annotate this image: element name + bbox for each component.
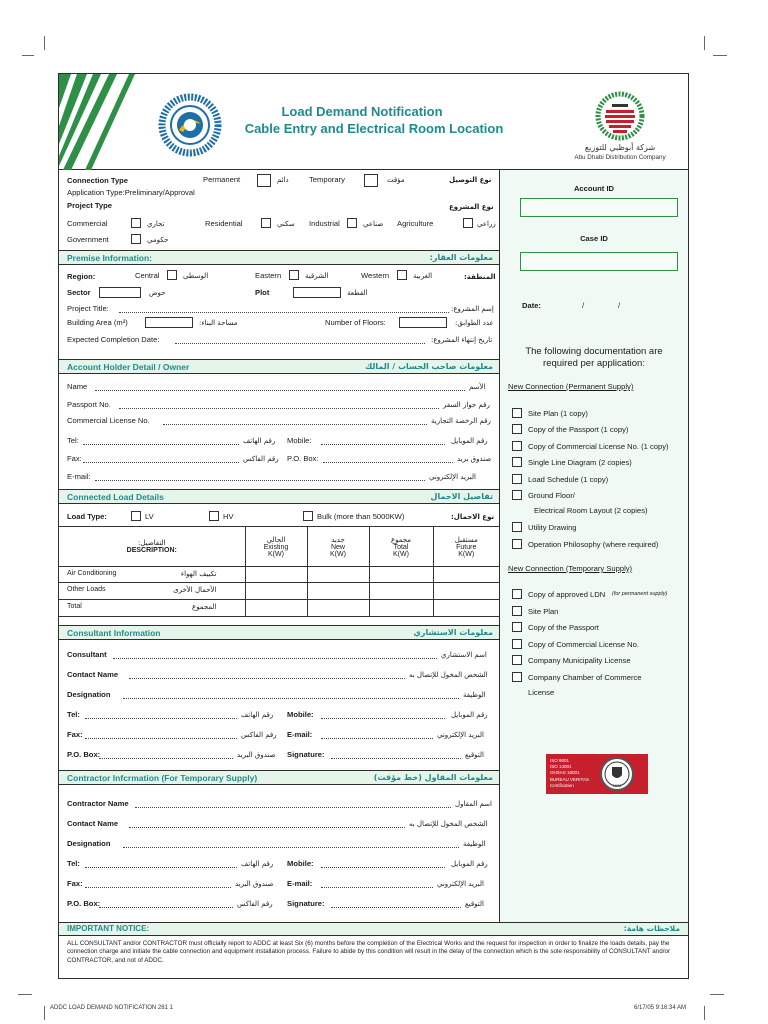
tel-label: Tel: <box>67 436 79 445</box>
contractor-name-label-ar: اسم المقاول <box>455 800 492 808</box>
consultant-contact-field[interactable] <box>129 678 405 679</box>
contractor-signature-label: Signature: <box>287 899 325 908</box>
government-label-ar: حكومي <box>147 236 169 244</box>
temporary-checkbox[interactable] <box>364 174 378 187</box>
doc-checkbox[interactable] <box>512 655 522 665</box>
government-label: Government <box>67 235 109 244</box>
contractor-fax-field[interactable] <box>85 887 231 888</box>
doc-checkbox[interactable] <box>512 441 522 451</box>
certification-badge <box>546 754 648 794</box>
project-type-label: Project Type <box>67 201 113 210</box>
cert-text-iso9001: ISO 9001 <box>550 758 570 763</box>
consultant-fax-label-ar: رقم الفاكس <box>241 731 277 739</box>
total-header <box>369 527 433 567</box>
industrial-label: Industrial <box>309 219 340 228</box>
pobox-label: P.O. Box: <box>287 454 319 463</box>
contractor-signature-field[interactable] <box>331 907 461 908</box>
western-checkbox[interactable] <box>397 270 407 280</box>
eastern-label-ar: الشرقية <box>305 272 329 280</box>
permanent-label: Permanent <box>203 175 241 184</box>
table-cell[interactable] <box>245 583 307 600</box>
crop-mark <box>704 36 705 50</box>
cert-text-ohsas: OHSAS 18001 <box>550 770 580 775</box>
row-label <box>59 600 245 617</box>
notice-heading-ar: ملاحظات هامة: <box>623 924 680 933</box>
bulk-label: Bulk (more than 5000KW) <box>317 512 405 521</box>
emblem-icon <box>155 90 225 160</box>
name-label-ar: الأسم <box>469 383 486 391</box>
project-title-label: Project Title: <box>67 304 109 313</box>
contractor-tel-field[interactable] <box>85 867 237 868</box>
table-cell[interactable] <box>307 600 369 617</box>
government-checkbox[interactable] <box>131 234 141 244</box>
contractor-pobox-label-ar: رقم الفاكس <box>237 900 273 908</box>
doc-item-label: Copy of the Passport <box>528 623 599 632</box>
crop-mark <box>44 36 45 50</box>
case-id-label: Case ID <box>580 234 608 243</box>
table-cell[interactable] <box>369 567 433 583</box>
row-label <box>59 583 245 600</box>
documentation-heading-line2: required per application: <box>543 358 645 369</box>
footer-left: ADDC LOAD DEMAND NOTIFICATION 281 1 <box>50 1005 173 1011</box>
row-label-en: Air Conditioning <box>67 570 117 577</box>
plot-label: Plot <box>255 288 270 297</box>
emblem-logo <box>155 90 225 160</box>
doc-checkbox[interactable] <box>512 457 522 467</box>
contractor-contact-field[interactable] <box>129 827 405 828</box>
commercial-label: Commercial <box>67 219 108 228</box>
fax-label-ar: رقم الفاكس <box>243 455 279 463</box>
doc-checkbox[interactable] <box>512 424 522 434</box>
crop-mark <box>704 1006 705 1020</box>
total-header-en: Total <box>393 543 409 551</box>
completion-date-label: Expected Completion Date: <box>67 335 160 344</box>
ldn-note: (for permanent supply) <box>612 591 668 597</box>
doc-checkbox[interactable] <box>512 522 522 532</box>
form-title: Load Demand Notification <box>281 104 443 119</box>
bulk-checkbox[interactable] <box>303 511 313 521</box>
plot-field[interactable] <box>293 287 341 298</box>
contractor-heading: Contractor Infcrmation (For Temporary Supply) <box>67 773 258 783</box>
contractor-mobile-field[interactable] <box>321 867 445 868</box>
doc-item-label: Electrical Room Layout (2 copies) <box>534 506 648 515</box>
hv-label: HV <box>223 512 234 521</box>
passport-field[interactable] <box>119 408 439 409</box>
form-subtitle: Cable Entry and Electrical Room Location <box>244 121 504 136</box>
lv-checkbox[interactable] <box>131 511 141 521</box>
contractor-designation-field[interactable] <box>123 847 459 848</box>
premise-heading-ar: معلومات العقار: <box>429 253 493 262</box>
contractor-designation-label-ar: الوظيفة <box>463 840 486 848</box>
consultant-contact-label-ar: الشخص المخول للإتصال به <box>409 671 488 679</box>
consultant-pobox-label-ar: صندوق البريد <box>237 751 276 759</box>
consultant-tel-label-ar: رقم الهاتف <box>241 711 274 719</box>
commercial-checkbox[interactable] <box>131 218 141 228</box>
project-title-label-ar: إسم المشروع: <box>451 305 494 313</box>
contractor-section-header <box>59 770 499 785</box>
consultant-mobile-field[interactable] <box>321 718 445 719</box>
lv-label: LV <box>145 512 154 521</box>
date-label: Date: <box>522 301 541 310</box>
contractor-name-field[interactable] <box>135 807 451 808</box>
email-label-ar: البريد الإلكتروني <box>429 473 476 481</box>
industrial-checkbox[interactable] <box>347 218 357 228</box>
consultant-heading-ar: معلومات الاستشاري <box>413 628 493 637</box>
sector-label-ar: حوض <box>149 289 166 297</box>
pobox-field[interactable] <box>323 462 453 463</box>
doc-item-label: Ground Floor/ <box>528 491 575 500</box>
central-checkbox[interactable] <box>167 270 177 280</box>
temporary-label-ar: مؤقت <box>387 176 405 184</box>
load-heading: Connected Load Details <box>67 492 164 502</box>
consultant-designation-field[interactable] <box>123 698 459 699</box>
doc-checkbox[interactable] <box>512 672 522 682</box>
email-label: E-mail: <box>67 472 91 481</box>
company-name-ar: شركة أبوظبي للتوزيع <box>584 143 656 152</box>
description-header <box>59 527 245 567</box>
western-label: Western <box>361 271 390 280</box>
passport-label-ar: رقم جواز السفر <box>443 401 490 409</box>
table-cell[interactable] <box>433 567 499 583</box>
connection-type-label: Connection Type <box>67 176 129 185</box>
sector-label: Sector <box>67 288 91 297</box>
doc-checkbox[interactable] <box>512 639 522 649</box>
email-field[interactable] <box>95 480 425 481</box>
building-area-field[interactable] <box>145 317 193 328</box>
hv-checkbox[interactable] <box>209 511 219 521</box>
existing-header <box>245 527 307 567</box>
consultant-signature-label-ar: التوقيع <box>465 751 484 759</box>
company-name-en: Abu Dhabi Distribution Company <box>574 154 666 161</box>
agriculture-checkbox[interactable] <box>463 218 473 228</box>
permanent-checkbox[interactable] <box>257 174 271 187</box>
doc-item-label: Site Plan <box>528 607 559 616</box>
crop-mark <box>713 55 727 56</box>
form-page <box>58 73 689 979</box>
commercial-label-ar: تجاري <box>147 220 165 228</box>
contractor-mobile-label-ar: رقم الموبايل <box>451 860 488 868</box>
load-heading-ar: تفاصيل الاحمال <box>430 492 493 501</box>
addc-logo <box>565 88 675 168</box>
doc-item-label: Company Chamber of Commerce <box>528 673 642 682</box>
contractor-name-label: Contractor Name <box>67 799 129 808</box>
table-row <box>59 567 499 583</box>
consultant-email-field[interactable] <box>321 738 433 739</box>
contractor-tel-label-ar: رقم الهاتف <box>241 860 274 868</box>
table-cell[interactable] <box>433 583 499 600</box>
doc-item-label: Load Schedule (1 copy) <box>528 475 609 484</box>
consultant-mobile-label: Mobile: <box>287 710 314 719</box>
central-label-ar: الوسطى <box>183 272 209 280</box>
row-label-en: Total <box>67 603 82 610</box>
consultant-pobox-label: P.O. Box: <box>67 750 101 759</box>
account-heading-ar: معلومات صاحب الحساب / المالك <box>364 362 493 371</box>
agriculture-label: Agriculture <box>397 219 434 228</box>
doc-item-label: Copy of Commercial License No. (1 copy) <box>528 442 669 451</box>
tel-label-ar: رقم الهاتف <box>243 437 276 445</box>
temporary-label: Temporary <box>309 175 345 184</box>
contractor-fax-label: Fax: <box>67 879 83 888</box>
agriculture-label-ar: زراعي <box>477 220 496 228</box>
right-column <box>500 170 688 922</box>
residential-label: Residential <box>205 219 243 228</box>
tel-field[interactable] <box>83 444 239 445</box>
new-header-en: New <box>330 543 345 551</box>
consultant-signature-label: Signature: <box>287 750 325 759</box>
total-header-unit: K(W) <box>393 550 409 558</box>
contractor-pobox-field[interactable] <box>99 907 233 908</box>
consultant-designation-label-ar: الوظيفة <box>463 691 486 699</box>
license-label: Commercial License No. <box>67 416 150 425</box>
project-title-field[interactable] <box>119 312 449 313</box>
region-label-ar: المنطقة: <box>464 273 496 281</box>
sector-field[interactable] <box>99 287 141 298</box>
account-heading: Account Holder Detail / Owner <box>67 362 190 372</box>
contractor-email-label-ar: البريد الإلكتروني <box>437 880 484 888</box>
central-label: Central <box>135 271 160 280</box>
contractor-signature-label-ar: التوقيع <box>465 900 484 908</box>
permanent-supply-heading: New Connection (Permanent Supply) <box>508 382 634 391</box>
consultant-mobile-label-ar: رقم الموبايل <box>451 711 488 719</box>
contractor-email-label: E-mail: <box>287 879 313 888</box>
cert-text-certification: Certification <box>550 783 574 788</box>
table-cell[interactable] <box>245 567 307 583</box>
completion-date-label-ar: تاريخ إنتهاء المشروع: <box>431 336 493 344</box>
description-header-ar: التفاصيل: <box>137 539 166 547</box>
contractor-heading-ar: معلومات المقاول (خط مؤقت) <box>373 773 493 782</box>
crop-mark <box>710 994 724 995</box>
date-separator: / <box>618 301 621 310</box>
mobile-label-ar: رقم الموبايل <box>451 437 488 445</box>
future-header <box>433 527 499 567</box>
consultant-label-ar: اسم الاستشاري <box>441 651 487 659</box>
consultant-contact-label: Contact Name <box>67 670 119 679</box>
doc-checkbox[interactable] <box>512 606 522 616</box>
fax-label: Fax: <box>67 454 82 463</box>
existing-header-ar: الحالي <box>266 535 286 544</box>
row-label-ar: تكييف الهواء <box>180 570 217 578</box>
table-cell[interactable] <box>369 583 433 600</box>
row-label <box>59 567 245 583</box>
connection-type-label-ar: نوع التوصيل <box>449 176 492 184</box>
total-header-ar: مجموع <box>390 535 412 544</box>
permanent-label-ar: دائم <box>277 176 289 184</box>
form-header <box>59 74 688 170</box>
consultant-pobox-field[interactable] <box>99 758 233 759</box>
consultant-designation-label: Designation <box>67 690 111 699</box>
contractor-tel-label: Tel: <box>67 859 80 868</box>
consultant-tel-label: Tel: <box>67 710 80 719</box>
row-label-ar: الأحمال الأخرى <box>173 586 217 594</box>
date-separator: / <box>582 301 585 310</box>
contractor-designation-label: Designation <box>67 839 111 848</box>
pobox-label-ar: صندوق بريد <box>457 455 492 463</box>
doc-item-label: Copy of the Passport (1 copy) <box>528 425 629 434</box>
doc-item-label: License <box>528 688 555 697</box>
license-field[interactable] <box>163 424 427 425</box>
completion-date-field[interactable] <box>175 343 425 344</box>
doc-item-label: Company Municipality License <box>528 656 631 665</box>
description-header-en: DESCRIPTION: <box>126 547 177 554</box>
consultant-heading: Consultant Information <box>67 628 161 638</box>
consultant-email-label: E-mail: <box>287 730 313 739</box>
existing-header-unit: K(W) <box>268 550 284 558</box>
mobile-field[interactable] <box>321 444 445 445</box>
seal-year: 1828 <box>612 783 622 788</box>
new-header <box>307 527 369 567</box>
important-notice <box>59 922 688 978</box>
floors-field[interactable] <box>399 317 447 328</box>
contractor-email-field[interactable] <box>321 887 433 888</box>
new-header-ar: جديد <box>331 535 345 544</box>
eastern-checkbox[interactable] <box>289 270 299 280</box>
cert-text-bureau: BUREAU VERITAS <box>550 777 589 782</box>
row-label-en: Other Loads <box>67 586 106 593</box>
future-header-unit: K(W) <box>458 550 475 558</box>
doc-item-label: Single Line Diagram (2 copies) <box>528 458 632 467</box>
region-label: Region: <box>67 272 96 281</box>
contractor-fax-label-ar: صندوق البريد <box>235 880 274 888</box>
notice-heading: IMPORTANT NOTICE: <box>67 924 150 933</box>
doc-item-label: Copy of approved LDN <box>528 590 606 599</box>
crop-mark <box>22 55 34 56</box>
consultant-tel-field[interactable] <box>85 718 237 719</box>
notice-text: ALL CONSULTANT and/or CONTRACTOR must officially report to ADDC at least Six (6) months before the completion of the Electrical Works and the request for inspection in order to finalize the loads details, pay the connection charge and initiate the cable connection and equipment installation process. Failure to abide by this condition will result in the delay of the connection which is the sole responsibility of CONSULTANT and/or CONTRACTOR, and not of ADDC. <box>67 940 671 964</box>
residential-checkbox[interactable] <box>261 218 271 228</box>
contractor-pobox-label: P.O. Box: <box>67 899 101 908</box>
plot-label-ar: القطعة <box>347 289 368 297</box>
consultant-fax-label: Fax: <box>67 730 83 739</box>
documentation-heading-line1: The following documentation are <box>525 346 663 357</box>
name-label: Name <box>67 382 88 391</box>
eastern-label: Eastern <box>255 271 282 280</box>
doc-checkbox[interactable] <box>512 474 522 484</box>
table-cell[interactable] <box>369 600 433 617</box>
new-header-unit: K(W) <box>330 550 346 558</box>
consultant-fax-field[interactable] <box>85 738 237 739</box>
consultant-field[interactable] <box>113 658 437 659</box>
load-section-header <box>59 489 499 504</box>
name-field[interactable] <box>95 390 465 391</box>
table-cell[interactable] <box>307 583 369 600</box>
temporary-supply-heading: New Connection (Temporary Supply) <box>508 564 633 573</box>
table-cell[interactable] <box>307 567 369 583</box>
mobile-label: Mobile: <box>287 436 312 445</box>
notice-header <box>59 923 688 936</box>
doc-item-label: Copy of Commercial License No. <box>528 640 639 649</box>
doc-checkbox[interactable] <box>512 539 522 549</box>
doc-checkbox[interactable] <box>512 490 522 500</box>
floors-label: Number of Floors: <box>325 318 386 327</box>
floors-label-ar: عدد الطوابق: <box>455 319 494 327</box>
fax-field[interactable] <box>83 462 239 463</box>
doc-checkbox[interactable] <box>512 589 522 599</box>
western-label-ar: الغربية <box>413 272 433 280</box>
application-type-label: Application Type:Preliminary/Approval <box>67 188 195 197</box>
table-cell[interactable] <box>245 600 307 617</box>
table-row <box>59 600 499 617</box>
load-table <box>59 526 499 617</box>
building-area-label-ar: مساحة البناء: <box>199 319 238 327</box>
addc-sun-icon <box>565 88 675 143</box>
project-type-label-ar: نوع المشروع <box>449 203 494 211</box>
passport-label: Passport No. <box>67 400 111 409</box>
crop-mark <box>44 1006 45 1020</box>
crop-mark <box>18 994 32 995</box>
row-label-ar: المجموع <box>192 603 217 611</box>
contractor-contact-label-ar: الشخص المخول للإتصال به <box>409 820 488 828</box>
account-id-field[interactable] <box>520 198 678 217</box>
left-column <box>59 170 500 922</box>
consultant-email-label-ar: البريد الإلكتروني <box>437 731 484 739</box>
residential-label-ar: سكني <box>277 220 295 228</box>
future-header-en: Future <box>456 543 477 551</box>
cert-text-iso14001: ISO 14001 <box>550 764 572 769</box>
industrial-label-ar: صناعي <box>363 220 384 228</box>
consultant-section-header <box>59 625 499 640</box>
premise-section-header <box>59 250 499 265</box>
doc-checkbox[interactable] <box>512 408 522 418</box>
table-row <box>59 583 499 600</box>
contractor-mobile-label: Mobile: <box>287 859 314 868</box>
license-label-ar: رقم الرخصة التجارية <box>431 417 491 425</box>
load-type-label-ar: نوع الاحمال: <box>451 513 495 521</box>
bureau-veritas-seal <box>600 757 634 791</box>
table-cell[interactable] <box>433 600 499 617</box>
future-header-ar: مستقبل <box>454 535 478 544</box>
case-id-field[interactable] <box>520 252 678 271</box>
existing-header-en: Existing <box>263 543 289 551</box>
doc-item-label: Site Plan (1 copy) <box>528 409 588 418</box>
account-section-header <box>59 359 499 374</box>
doc-item-label: Utility Drawing <box>528 523 577 532</box>
building-area-label: Building Area (m²) <box>67 318 128 327</box>
premise-heading: Premise Information: <box>67 253 153 263</box>
consultant-signature-field[interactable] <box>331 758 461 759</box>
doc-item-label: Operation Philosophy (where required) <box>528 540 659 549</box>
contractor-contact-label: Contact Name <box>67 819 119 828</box>
load-type-label: Load Type: <box>67 512 107 521</box>
account-id-label: Account ID <box>573 184 615 193</box>
consultant-label: Consultant <box>67 650 107 659</box>
footer-right: 6/17/05 9:16:34 AM <box>634 1005 687 1011</box>
doc-checkbox[interactable] <box>512 622 522 632</box>
